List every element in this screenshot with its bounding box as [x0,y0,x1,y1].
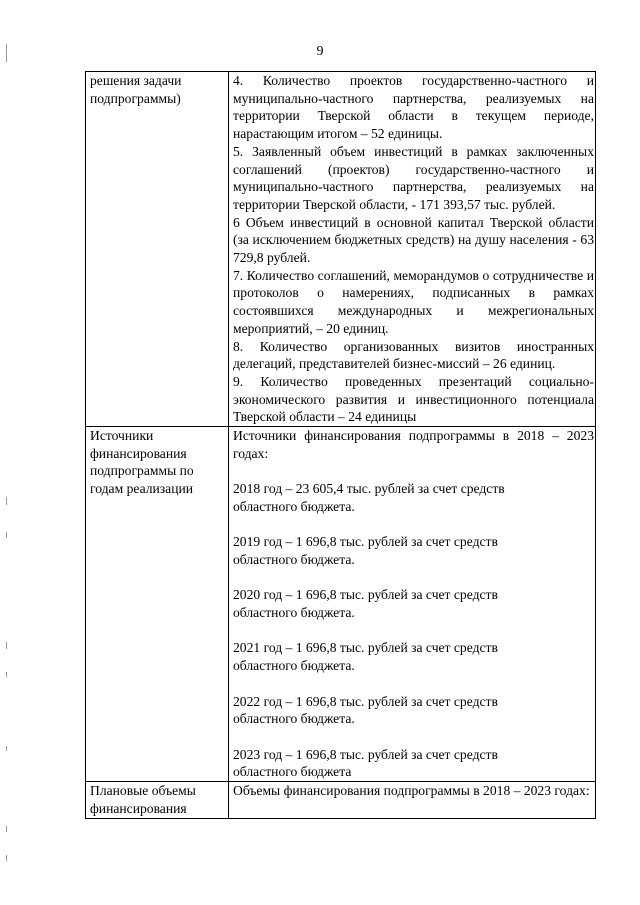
row-label: Источники финансирования подпрограммы по годам реализации [86,427,229,782]
row-content [229,427,596,782]
margin-mark [6,532,7,538]
year-funding: 2022 год – 1 696,8 тыс. рублей за счет средств областного бюджета. [233,693,498,727]
row-label: Плановые объемы финансирования [86,782,229,819]
list-item: 8. Количество организованных визитов иностранных делегаций, представителей бизнес-миссий – 26 единиц. [233,338,594,372]
margin-mark [6,826,7,832]
list-item: 5. Заявленный объем инвестиций в рамках заключенных соглашений (проектов) государственно-частного и муниципально-частного партнерства, реализуемых на территории Тверской области, - 171 393,57 тыс. рублей. [233,143,594,212]
year-funding: 2018 год – 23 605,4 тыс. рублей за счет средств областного бюджета. [233,481,505,514]
list-item: 6 Объем инвестиций в основной капитал Тверской области (за исключением бюджетных средств) на душу населения - 63 729,8 рублей. [233,214,594,266]
passport-table [85,71,596,819]
year-funding: 2021 год – 1 696,8 тыс. рублей за счет средств областного бюджета. [233,640,498,674]
page-number: 9 [316,44,324,59]
row-label: решения задачи подпрограммы) [86,72,229,427]
year-funding: 2020 год – 1 696,8 тыс. рублей за счет средств областного бюджета. [233,587,498,621]
list-item: 9. Количество проведенных презентаций социально-экономического развития и инвестиционного потенциала Тверской области – 24 единицы [233,373,594,425]
table-row [86,72,596,427]
margin-mark [6,855,7,861]
margin-mark [6,642,7,649]
year-funding: 2019 год – 1 696,8 тыс. рублей за счет средств областного бюджета. [233,534,498,567]
row-content [229,782,596,819]
row-content [229,72,596,427]
margin-mark [6,746,7,751]
list-item: 4. Количество проектов государственно-частного и муниципально-частного партнерства, реализуемых на территории Тверской области в текущем периоде, нарастающим итогом – 52 единицы. [233,73,594,142]
list-item: 7. Количество соглашений, меморандумов о сотрудничестве и протоколов о намерениях, подписанных в рамках состоявшихся международных и межрегиональных мероприятий, – 20 единиц. [233,267,594,336]
financing-intro: Объемы финансирования подпрограммы в 2018 – 2023 годах: [233,783,590,799]
table-row [86,782,596,819]
margin-mark [6,672,7,677]
year-funding: 2023 год – 1 696,8 тыс. рублей за счет средств областного бюджета [233,746,498,780]
margin-mark [6,497,7,505]
financing-intro: Источники финансирования подпрограммы в 2018 – 2023 годах: [233,428,594,461]
table-row [86,427,596,782]
